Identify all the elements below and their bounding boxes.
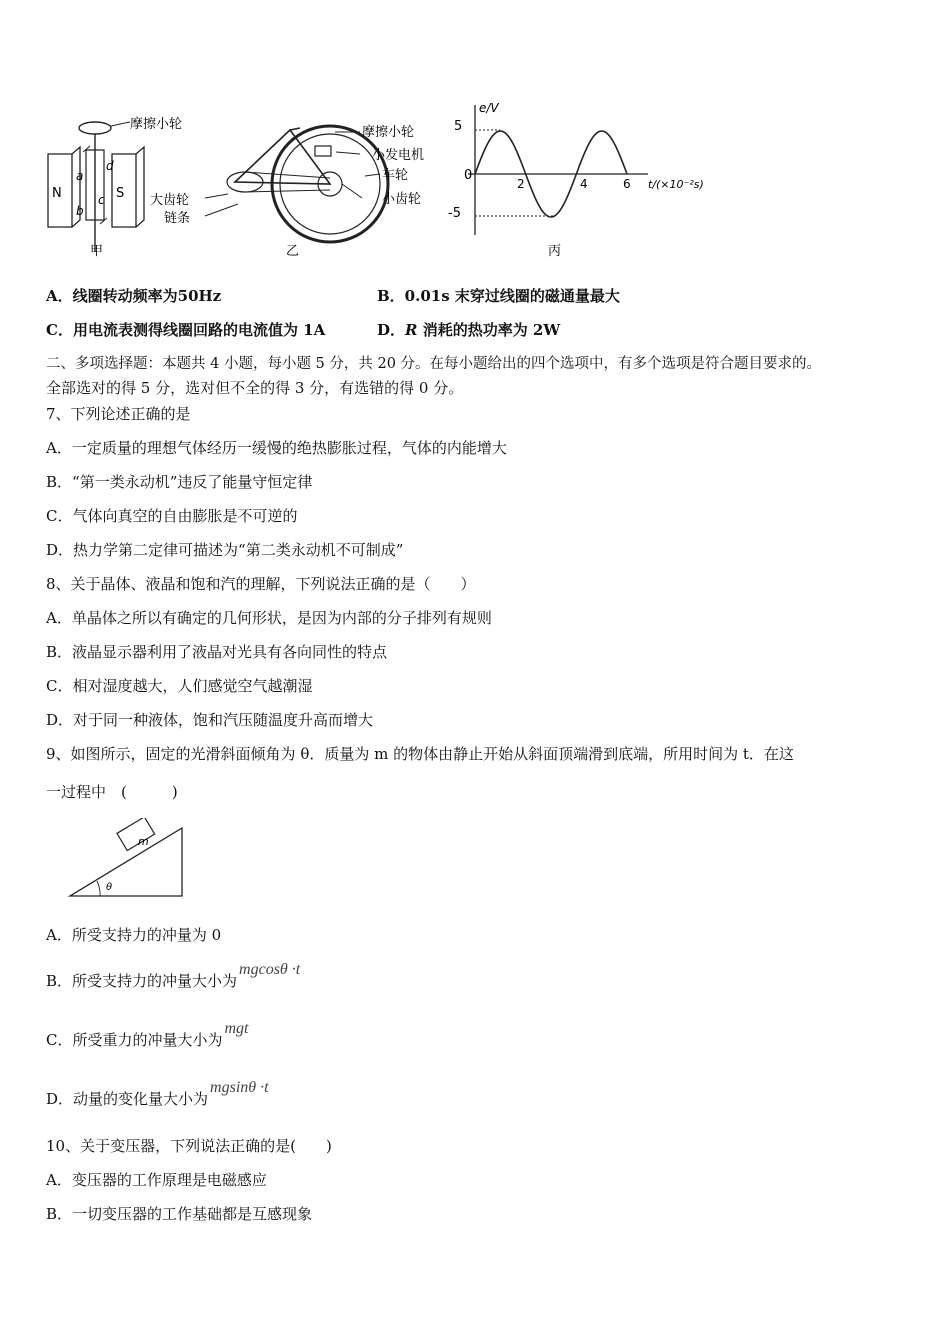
q6-option-b: B．0.01s 末穿过线圈的磁通量最大 <box>377 287 620 305</box>
chart-x-tick-4: 4 <box>580 177 588 191</box>
q8-option-b: B．液晶显示器利用了液晶对光具有各向同性的特点 <box>46 643 388 661</box>
q8-option-a: A．单晶体之所以有确定的几何形状，是因为内部的分子排列有规则 <box>46 609 492 627</box>
chart-x-tick-6: 6 <box>623 177 631 191</box>
q10-option-a: A．变压器的工作原理是电磁感应 <box>46 1171 267 1189</box>
q7-option-c: C．气体向真空的自由膨胀是不可逆的 <box>46 507 298 525</box>
jia-label-N: N <box>52 186 62 201</box>
q10-option-b: B．一切变压器的工作基础都是互感现象 <box>46 1205 313 1223</box>
figure-yi-bicycle <box>150 112 450 262</box>
q9-angle-label: θ <box>106 882 113 893</box>
q9-option-d <box>46 1079 269 1110</box>
jia-caption: 甲 <box>90 244 104 259</box>
chart-y-tick-5: 5 <box>454 119 463 134</box>
q7-option-d: D．热力学第二定律可描述为“第二类永动机不可制成” <box>46 541 404 559</box>
q6-option-d <box>377 320 560 340</box>
yi-label-small-gear: 小齿轮 <box>382 192 422 207</box>
q9-option-c-formula: mgt <box>224 1020 249 1037</box>
jia-label-S: S <box>116 186 125 201</box>
section2-line1: 二、多项选择题：本题共 4 小题，每小题 5 分，共 20 分。在每小题给出的四个选项中，有多个选项是符合题目要求的。 <box>46 356 822 372</box>
q6-option-d-prefix: D． <box>377 321 406 339</box>
q6-option-d-rest: 消耗的热功率为 2W <box>417 321 561 339</box>
figure-bing-emf-chart <box>430 100 710 265</box>
q9-option-b-formula: mgcosθ ·t <box>239 961 301 978</box>
yi-label-wheel: 车轮 <box>382 168 409 183</box>
jia-label-d: d <box>106 159 114 173</box>
q6-option-c: C．用电流表测得线圈回路的电流值为 1A <box>46 321 326 339</box>
q8-stem: 8、关于晶体、液晶和饱和汽的理解，下列说法正确的是（ ） <box>46 575 476 593</box>
yi-label-big-gear: 大齿轮 <box>150 193 190 208</box>
chart-x-label: t/(×10⁻²s) <box>648 178 704 191</box>
q7-option-b: B．“第一类永动机”违反了能量守恒定律 <box>46 473 313 491</box>
jia-label-c: c <box>98 193 105 207</box>
section2-line2: 全部选对的得 5 分，选对但不全的得 3 分，有选错的得 0 分。 <box>46 379 464 397</box>
q9-option-b-text: B．所受支持力的冲量大小为 <box>46 972 238 990</box>
bing-caption: 丙 <box>548 244 562 259</box>
q9-option-d-text: D．动量的变化量大小为 <box>46 1090 209 1108</box>
q9-stem-line1: 9、如图所示，固定的光滑斜面倾角为 θ．质量为 m 的物体由静止开始从斜面顶端滑到底端，所用时间为 t．在这 <box>46 745 794 763</box>
jia-label-b: b <box>76 204 84 218</box>
q9-option-c-text: C．所受重力的冲量大小为 <box>46 1031 223 1049</box>
yi-label-chain: 链条 <box>164 211 191 226</box>
q9-incline-figure <box>60 818 190 900</box>
q6-option-d-var: R <box>405 321 418 339</box>
chart-y-tick-neg5: -5 <box>448 206 461 221</box>
q9-option-c <box>46 1020 249 1051</box>
q8-option-d: D．对于同一种液体，饱和汽压随温度升高而增大 <box>46 711 374 729</box>
q7-stem: 7、下列论述正确的是 <box>46 405 191 423</box>
q6-option-a: A．线圈转动频率为50Hz <box>46 287 222 305</box>
yi-label-friction-wheel: 摩擦小轮 <box>362 125 415 140</box>
q9-stem-line2: 一过程中 ( ) <box>46 783 178 801</box>
chart-x-tick-2: 2 <box>517 177 525 191</box>
yi-caption: 乙 <box>286 244 300 259</box>
q9-option-b <box>46 961 301 992</box>
q7-option-a: A．一定质量的理想气体经历一缓慢的绝热膨胀过程，气体的内能增大 <box>46 439 507 457</box>
q8-option-c: C．相对湿度越大，人们感觉空气越潮湿 <box>46 677 313 695</box>
q9-block-label: m <box>138 835 149 848</box>
q9-option-d-formula: mgsinθ ·t <box>210 1079 269 1096</box>
q9-option-a: A．所受支持力的冲量为 0 <box>46 926 222 944</box>
jia-label-a: a <box>76 169 84 183</box>
q10-stem: 10、关于变压器，下列说法正确的是( ) <box>46 1137 332 1155</box>
jia-label-friction-wheel: 摩擦小轮 <box>130 117 183 132</box>
yi-label-generator: 小发电机 <box>372 148 425 163</box>
chart-y-tick-0: 0 <box>464 168 473 183</box>
chart-y-label: e/V <box>479 101 499 115</box>
